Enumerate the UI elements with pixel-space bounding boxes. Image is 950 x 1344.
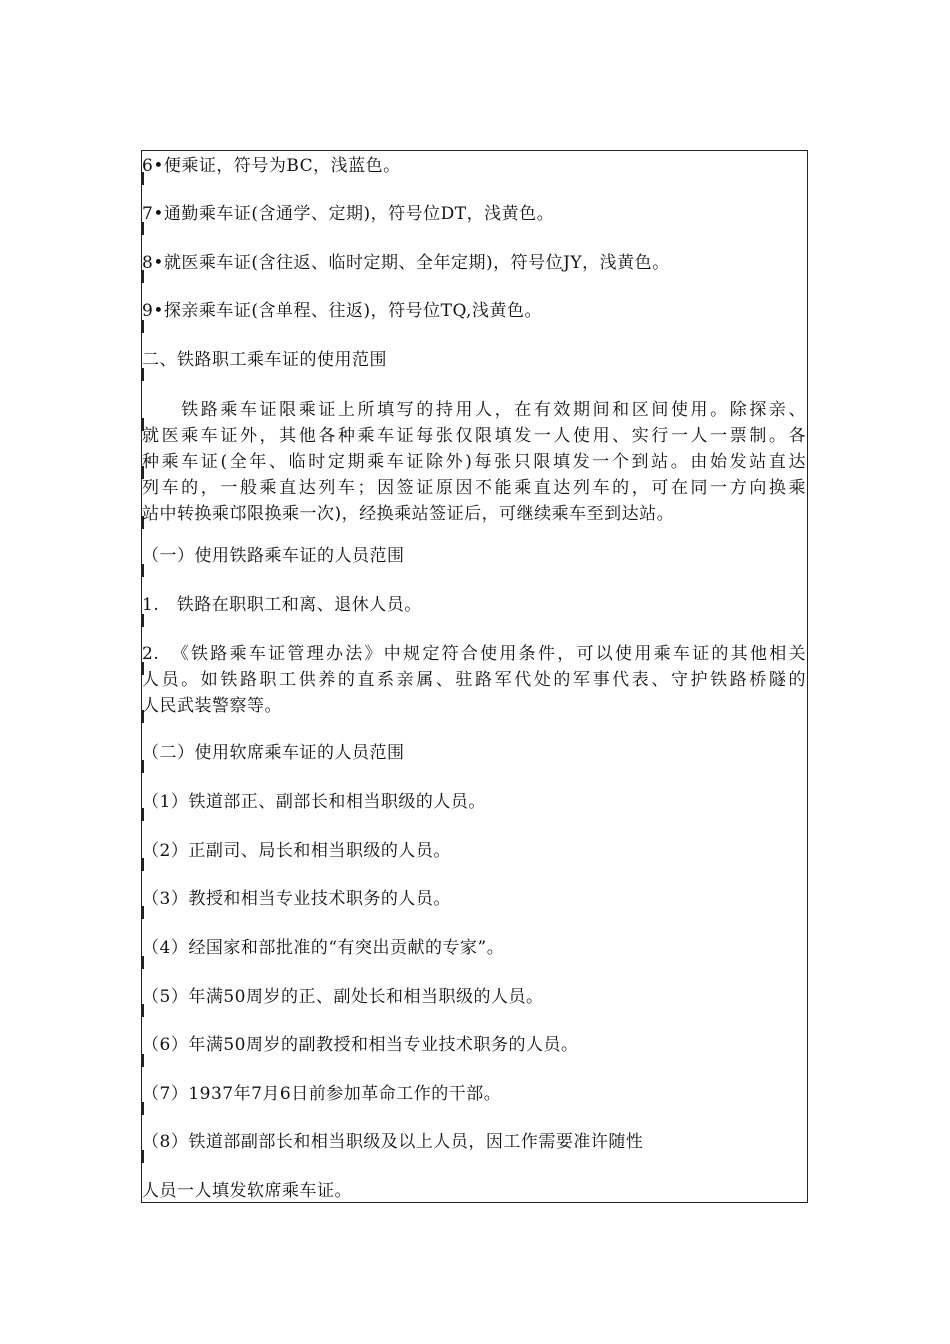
item-6-text: 6•便乘证，符号为BC，浅蓝色。: [142, 156, 401, 176]
section-2-heading: 二、铁路职工乘车证的使用范围: [142, 350, 387, 370]
item-8-text: 8•就医乘车证(含往返、临时定期、全年定期)，符号位JY，浅黄色。: [142, 253, 670, 273]
section-2-body-line: 站中转换乘邙限换乘一次)，经换乘站签证后，可继续乘车至到达站。: [142, 504, 675, 524]
subsection-2-tail: 人员一人填发软席乘车证。: [142, 1181, 352, 1201]
subsection-2-item: （1）铁道部正、副部长和相当职级的人员。: [142, 792, 486, 812]
subsection-2-item: （4）经国家和部批准的“有突出贡献的专家”。: [142, 938, 505, 958]
subsection-2-item: （3）教授和相当专业技术职务的人员。: [142, 889, 451, 909]
item-7-text: 7•通勤乘车证(含通学、定期)，符号位DT，浅黄色。: [142, 204, 555, 224]
subsection-1-item-2-line: 2. 《铁路乘车证管理办法》中规定符合使用条件，可以使用乘车证的其他相关: [142, 644, 806, 664]
section-2-body-line: 列车的，一般乘直达列车；因签证原因不能乘直达列车的，可在同一方向换乘: [142, 478, 806, 498]
subsection-1-item-2-line: 人民武装警察等。: [142, 696, 282, 716]
subsection-2-item: （8）铁道部副部长和相当职级及以上人员，因工作需要准许随性: [142, 1132, 644, 1152]
section-2-body-line: 就医乘车证外，其他各种乘车证每张仅限填发一人使用、实行一人一票制。各: [142, 426, 806, 446]
subsection-2-item: （7）1937年7月6日前参加革命工作的干部。: [142, 1084, 502, 1104]
subsection-1-heading: （一）使用铁路乘车证的人员范围: [142, 546, 405, 566]
subsection-2-item: （5）年满50周岁的正、副处长和相当职级的人员。: [142, 987, 544, 1007]
item-9-text: 9•探亲乘车证(含单程、往返)，符号位TQ,浅黄色。: [142, 301, 542, 321]
section-2-body-line: 种乘车证(全年、临时定期乘车证除外)每张只限填发一个到站。由始发站直达: [142, 452, 806, 472]
subsection-2-item: （2）正副司、局长和相当职级的人员。: [142, 841, 451, 861]
subsection-2-heading: （二）使用软席乘车证的人员范围: [142, 743, 405, 763]
section-2-body-line: 铁路乘车证限乘证上所填写的持用人，在有效期间和区间使用。除探亲、: [142, 400, 806, 420]
subsection-2-item: （6）年满50周岁的副教授和相当专业技术职务的人员。: [142, 1035, 579, 1055]
subsection-1-item-1: 1. 铁路在职职工和离、退休人员。: [142, 595, 422, 615]
subsection-1-item-2-line: 人员。如铁路职工供养的直系亲属、驻路军代处的军事代表、守护铁路桥隧的: [142, 670, 806, 690]
